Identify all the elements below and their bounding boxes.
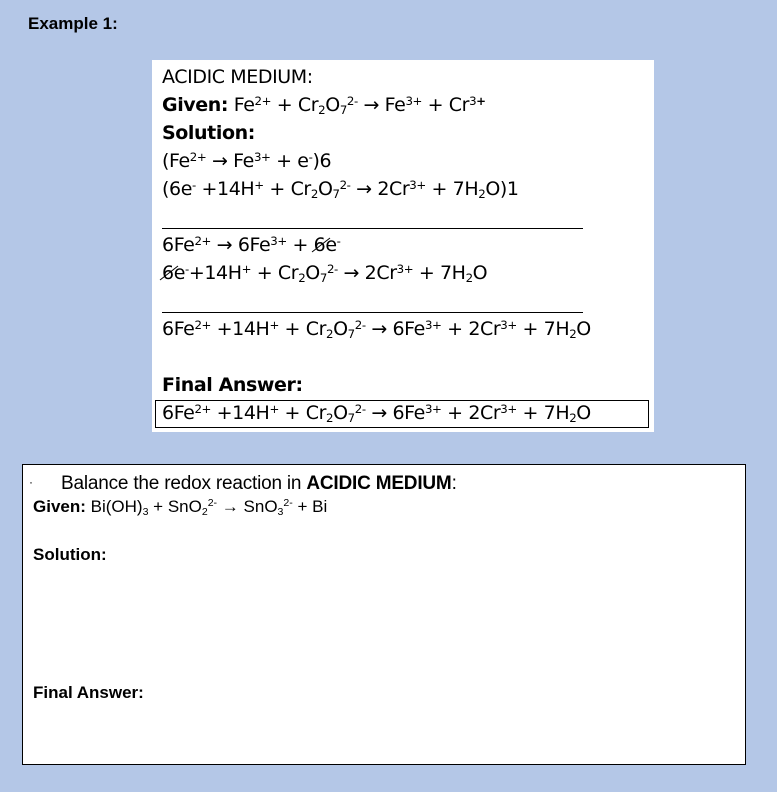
exercise-solution-label: Solution: — [33, 545, 107, 564]
exercise-panel — [22, 464, 746, 765]
cancelled-electrons: 6e- — [162, 261, 189, 284]
exercise-given-label: Given: — [33, 497, 86, 516]
medium-heading: ACIDIC MEDIUM: — [162, 66, 313, 88]
divider — [162, 312, 583, 313]
final-answer-label: Final Answer: — [162, 374, 303, 396]
divider — [162, 228, 583, 229]
final-answer-box — [155, 400, 649, 428]
given-line — [162, 94, 486, 116]
exercise-given-equation: $Bi(OH)_3 + SnO_2^{2-} \to SnO_3^{2-} + Bi$ — [90, 497, 328, 518]
exercise-final-answer-label: Final Answer: — [33, 683, 144, 702]
bullet-mark: · — [29, 475, 33, 489]
multiplied-reduction: 6e- $+14H^+ + Cr_2O_7^{2-} \to 2Cr^{3+} + 7H_2O$ — [162, 261, 488, 285]
cancelled-electrons: 6e- — [313, 233, 341, 256]
half-reaction-reduction: $(6e^- +14H^+ + Cr_2O_7^{2-} \to 2Cr^{3+} + 7H_2O)1$ — [162, 177, 519, 201]
exercise-prompt — [61, 473, 457, 495]
prompt-text: Balance the redox reaction in — [61, 473, 307, 494]
strike-mark-icon — [312, 238, 330, 252]
half-reaction-oxidation: $(Fe^{2+} \to Fe^{3+} + e^-)6$ — [162, 149, 332, 172]
given-label: Given: — [162, 94, 229, 116]
prompt-medium: ACIDIC MEDIUM — [306, 473, 452, 494]
exercise-given-line — [33, 497, 327, 517]
summed-equation: $6Fe^{2+} +14H^+ + Cr_2O_7^{2-} \to 6Fe^{3+} + 2Cr^{3+} + 7H_2O$ — [162, 317, 591, 341]
solution-label: Solution: — [162, 122, 255, 144]
final-answer-equation: $6Fe^{2+} +14H^+ + Cr_2O_7^{2-} \to 6Fe^{3+} + 2Cr^{3+} + 7H_2O$ — [162, 401, 591, 425]
page-title: Example 1: — [28, 14, 118, 33]
strike-mark-icon — [160, 266, 178, 280]
example-panel — [152, 60, 654, 432]
multiplied-oxidation: $6Fe^{2+} \to 6Fe^{3+} + 6e^-$ — [162, 233, 341, 256]
given-equation: $Fe^{2+} + Cr_2O_7^{2-} \to Fe^{3+} + Cr^{3+}$ — [233, 93, 486, 117]
prompt-end: : — [451, 473, 457, 494]
